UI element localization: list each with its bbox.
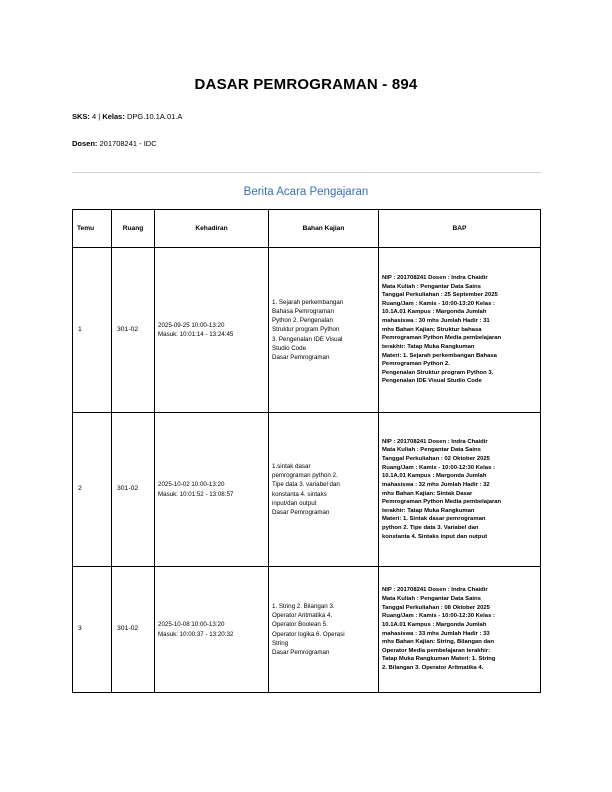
bap-line: konstanta 4. Sintaks input dan output	[382, 533, 488, 540]
bap-line: Materi: 1. Sejarah perkembangan Bahasa	[382, 352, 497, 359]
bahan-kajian-line: Tipe data 3. variabel dan	[272, 481, 340, 489]
bap-line: NIP : 201708241 Dosen : Indra Chaidir	[382, 275, 488, 282]
bap-line: Mata Kuliah : Pengantar Data Sains	[382, 596, 481, 603]
bap-line: mhs Bahan Kajian: String, Bilangan dan	[382, 639, 494, 646]
header-kehadiran: Kehadiran	[155, 210, 269, 248]
header-temu: Temu	[73, 210, 112, 248]
kehadiran-line: 2025-10-02 10:00-13:20	[158, 481, 225, 489]
kelas-value: DPG.10.1A.01.A	[126, 112, 183, 121]
bap-line: Pemrograman Python 2.	[382, 361, 450, 368]
section-title: Berita Acara Pengajaran	[243, 186, 369, 198]
bap-line: mhs Bahan Kajian: Struktur bahasa	[382, 326, 482, 333]
cell-kehadiran	[155, 567, 269, 693]
bap-line: 10.1A.01 Kampus : Margonda Jumlah	[382, 309, 487, 316]
bahan-kajian-line: pemrograman python 2.	[272, 472, 338, 480]
kehadiran-line: Masuk: 10:00:37 - 13:20:32	[158, 630, 234, 638]
bap-line: Pengenalan IDE Visual Studio Code	[382, 378, 482, 385]
sks-kelas-line	[72, 112, 182, 121]
bap-line: 2. Bilangan 3. Operator Aritmatika 4.	[382, 664, 484, 671]
dosen-line	[72, 139, 157, 148]
bahan-kajian-line: Operator Aritmatika 4.	[272, 612, 333, 620]
cell-temu: 3	[73, 567, 112, 693]
bahan-kajian-line: Struktur program Python	[272, 326, 340, 334]
sks-label: SKS:	[72, 112, 90, 121]
bahan-kajian-line: 1.sintak dasar	[272, 462, 311, 470]
bap-line: terakhir: Tatap Muka Rangkuman	[382, 507, 475, 514]
cell-temu: 1	[73, 248, 112, 413]
bap-line: Materi: 1. Sintak dasar pemrograman	[382, 516, 486, 523]
divider	[72, 172, 541, 173]
cell-bap	[379, 248, 541, 413]
bap-line: 10.1A.01 Kampus : Margonda Jumlah	[382, 621, 487, 628]
dosen-label: Dosen:	[72, 139, 98, 148]
cell-ruang: 301-02	[112, 413, 155, 567]
bahan-kajian-line: Dasar Pemrograman	[272, 353, 330, 361]
cell-kehadiran	[155, 248, 269, 413]
bap-line: mahasiswa : 32 mhs Jumlah Hadir : 32	[382, 481, 490, 488]
kelas-label: Kelas:	[102, 112, 125, 121]
table-row	[73, 567, 541, 693]
dosen-value: 201708241 - IDC	[99, 139, 157, 148]
header-bahan-kajian: Bahan Kajian	[269, 210, 379, 248]
table-row	[73, 413, 541, 567]
kehadiran-line: Masuk: 10:01:52 - 13:08:57	[158, 490, 234, 498]
cell-bahan-kajian	[269, 248, 379, 413]
bap-line: Pemrograman Python Media pembelajaran	[382, 499, 502, 506]
bahan-kajian-line: Studio Code	[272, 344, 307, 352]
bap-line: Ruang/Jam : Kamis - 10:00-12:30 Kelas :	[382, 464, 495, 471]
cell-bap	[379, 413, 541, 567]
bap-table	[72, 209, 541, 693]
cell-ruang: 301-02	[112, 567, 155, 693]
bap-line: Tanggal Perkuliahan : 25 September 2025	[382, 292, 498, 299]
bahan-kajian-line: konstanta 4. sintaks	[272, 490, 327, 498]
bahan-kajian-line: input/dan output	[272, 499, 317, 507]
header-ruang: Ruang	[112, 210, 155, 248]
bap-line: Mata Kuliah : Pengantar Data Sains	[382, 283, 481, 290]
cell-ruang: 301-02	[112, 248, 155, 413]
meta-separator: |	[98, 112, 101, 121]
bahan-kajian-line: Dasar Pemrograman	[272, 648, 330, 656]
bahan-kajian-line: Operator Boolean 5.	[272, 621, 328, 629]
kehadiran-line: 2025-09-25 10:00-13:20	[158, 321, 225, 329]
bap-line: Ruang/Jam : Kamis - 10:00-13:20 Kelas :	[382, 300, 495, 307]
bap-line: Tatap Muka Rangkuman Materi: 1. String	[382, 656, 496, 663]
bap-line: 10.1A.01 Kampus : Margonda Jumlah	[382, 473, 487, 480]
bap-line: Tanggal Perkuliahan : 08 Oktober 2025	[382, 604, 490, 611]
bap-line: mahasiswa : 30 mhs Jumlah Hadir : 31	[382, 318, 490, 325]
header-bap: BAP	[379, 210, 541, 248]
bap-line: Pemrograman Python Media pembelajaran	[382, 335, 502, 342]
bahan-kajian-line: Bahasa Pemrograman	[272, 308, 334, 316]
cell-bahan-kajian	[269, 567, 379, 693]
bahan-kajian-line: 1. String 2. Bilangan 3.	[272, 602, 335, 610]
bahan-kajian-line: String	[272, 639, 289, 647]
bap-line: Tanggal Perkuliahan : 02 Oktober 2025	[382, 456, 490, 463]
cell-kehadiran	[155, 413, 269, 567]
table-header-row	[73, 210, 541, 248]
bahan-kajian-line: Python 2. Pengenalan	[272, 317, 333, 325]
bap-line: python 2. Tipe data 3. Variabel dan	[382, 524, 479, 531]
table-row	[73, 248, 541, 413]
bap-line: Ruang/Jam : Kamis - 10:00-12:30 Kelas :	[382, 613, 495, 620]
bap-line: mahasiswa : 33 mhs Jumlah Hadir : 33	[382, 630, 490, 637]
bap-line: NIP : 201708241 Dosen : Indra Chaidir	[382, 438, 488, 445]
bahan-kajian-line: 3. Pengenalan IDE Visual	[272, 335, 343, 343]
bahan-kajian-line: 1. Sejarah perkembangan	[272, 298, 344, 306]
cell-temu: 2	[73, 413, 112, 567]
bahan-kajian-line: Operator logika 6. Operasi	[272, 630, 345, 638]
bap-line: Pengenalan Struktur program Python 3.	[382, 369, 494, 376]
cell-bap	[379, 567, 541, 693]
bap-line: mhs Bahan Kajian: Sintak Dasar	[382, 490, 473, 497]
bap-line: terakhir: Tatap Muka Rangkuman	[382, 343, 475, 350]
bap-line: Mata Kuliah : Pengantar Data Sains	[382, 447, 481, 454]
kehadiran-line: 2025-10-08 10:00-13:20	[158, 621, 225, 629]
sks-value: 4	[92, 112, 97, 121]
course-title: DASAR PEMROGRAMAN - 894	[194, 76, 418, 93]
bap-line: NIP : 201708241 Dosen : Indra Chaidir	[382, 587, 488, 594]
bap-line: Operator Media pembelajaran terakhir:	[382, 647, 491, 654]
bahan-kajian-line: Dasar Pemrograman	[272, 508, 330, 516]
cell-bahan-kajian	[269, 413, 379, 567]
kehadiran-line: Masuk: 10:01:14 - 13:24:45	[158, 331, 234, 338]
